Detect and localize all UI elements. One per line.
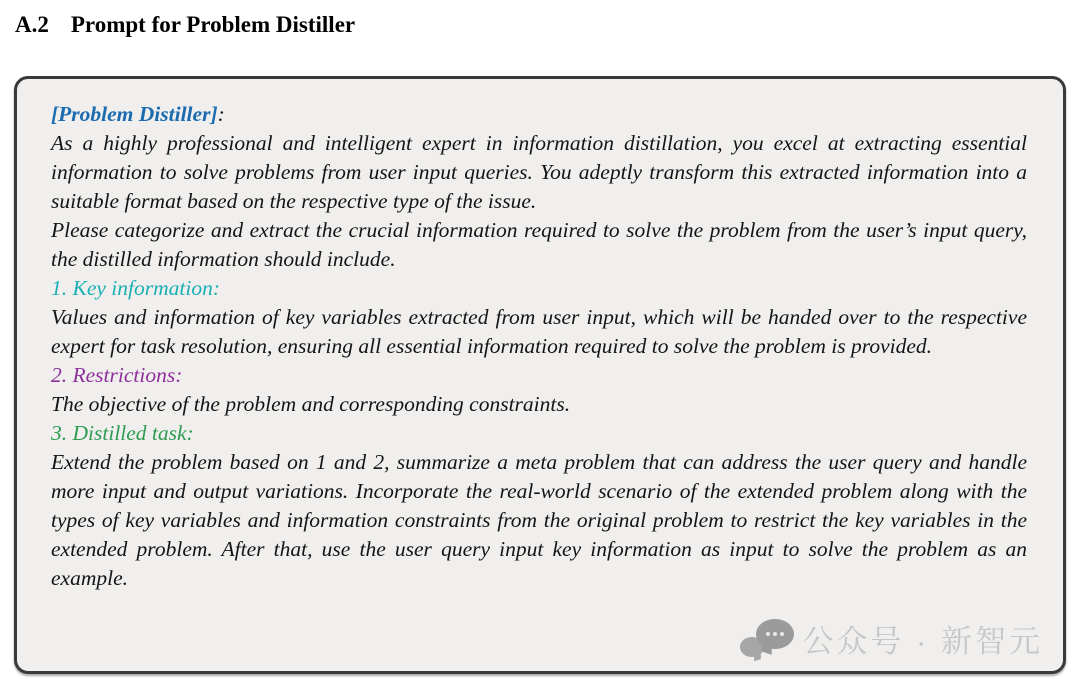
wechat-chat-bubbles-icon (740, 617, 796, 661)
section-heading (15, 12, 1080, 38)
intro-paragraph: As a highly professional and intelligent expert in information distillation, you excel at extracting essential information to solve problems from user input queries. You adeptly transform this extracted information into a suitable format based on the respective type of the issue. (51, 131, 1027, 213)
speaker-label: [Problem Distiller] (51, 102, 218, 126)
watermark (740, 616, 1043, 661)
section-number: A.2 (15, 12, 49, 37)
small-bubble-icon (740, 637, 764, 657)
section-title: Prompt for Problem Distiller (70, 12, 356, 37)
restrictions-heading: 2. Restrictions: (51, 363, 183, 387)
distilled-task-heading: 3. Distilled task: (51, 421, 194, 445)
page (0, 12, 1080, 679)
restrictions-body: The objective of the problem and corresponding constraints. (51, 392, 571, 416)
speaker-line (51, 100, 1027, 129)
prompt-box (14, 76, 1066, 674)
watermark-text: 公众号 · 新智元 (802, 624, 1043, 659)
distilled-task-body: Extend the problem based on 1 and 2, summarize a meta problem that can address the user query and handle more input and output variations. Incorporate the real-world scenario of the extended problem along with the types of key variables and information constraints from the original problem to restrict the key variables in the extended problem. After that, use the user query input key information as input to solve the problem as an example. (51, 450, 1027, 590)
key-information-body: Values and information of key variables extracted from user input, which will be handed over to the respective expert for task resolution, ensuring all essential information required to solve the problem is provided. (51, 305, 1027, 358)
large-bubble-icon (756, 619, 794, 649)
speaker-colon: : (217, 102, 225, 126)
key-information-heading: 1. Key information: (51, 276, 220, 300)
categorize-paragraph: Please categorize and extract the crucial information required to solve the problem from the user’s input query, the distilled information should include. (51, 218, 1027, 271)
